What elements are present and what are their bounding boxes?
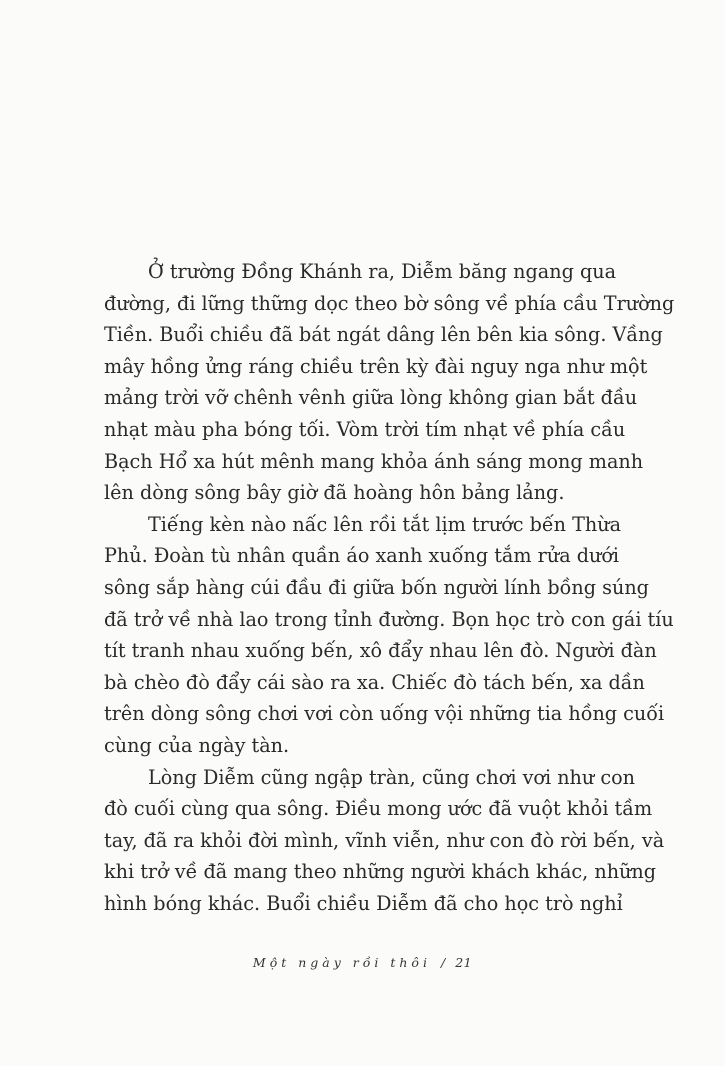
text-line: trên dòng sông chơi vơi còn uống vội những tia hồng cuối	[104, 702, 665, 726]
text-line: tay, đã ra khỏi đời mình, vĩnh viễn, như con đò rời bến, và	[104, 828, 665, 852]
text-line: tít tranh nhau xuống bến, xô đẩy nhau lên đò. Người đàn	[104, 639, 657, 663]
text-line: mảng trời vỡ chênh vênh giữa lòng không gian bắt đầu	[104, 386, 638, 410]
text-line: Tiền. Buổi chiều đã bát ngát dâng lên bên kia sông. Vầng	[104, 323, 663, 347]
text-line: bà chèo đò đẩy cái sào ra xa. Chiếc đò tách bến, xa dần	[104, 670, 645, 694]
paragraph-1	[104, 256, 675, 509]
text-line: mây hồng ửng ráng chiều trên kỳ đài nguy nga như một	[104, 354, 648, 378]
text-line: nhạt màu pha bóng tối. Vòm trời tím nhạt về phía cầu	[104, 417, 626, 441]
paragraph-3	[104, 762, 665, 920]
text-line: đò cuối cùng qua sông. Điều mong ước đã vuột khỏi tầm	[104, 797, 653, 821]
text-line: sông sắp hàng cúi đầu đi giữa bốn người lính bồng súng	[104, 575, 649, 599]
footer-separator: /	[440, 955, 446, 970]
book-title: Một ngày rồi thôi	[252, 955, 431, 970]
text-line: Ở trường Đồng Khánh ra, Diễm băng ngang qua	[148, 260, 617, 283]
text-line: đã trở về nhà lao trong tỉnh đường. Bọn học trò con gái tíu	[104, 607, 674, 631]
text-line: cùng của ngày tàn.	[104, 733, 290, 757]
running-footer	[0, 955, 725, 970]
text-line: đường, đi lững thững dọc theo bờ sông về phía cầu Trường	[104, 291, 675, 315]
text-line: khi trở về đã mang theo những người khách khác, những	[104, 860, 657, 884]
body-text	[104, 256, 675, 919]
paragraph-2	[104, 509, 674, 762]
text-line: Tiếng kèn nào nấc lên rồi tắt lịm trước bến Thừa	[148, 512, 622, 536]
text-line: hình bóng khác. Buổi chiều Diễm đã cho học trò nghỉ	[104, 891, 623, 915]
text-line: Phủ. Đoàn tù nhân quần áo xanh xuống tắm rửa dưới	[104, 544, 620, 568]
page-number: 21	[455, 955, 473, 970]
text-line: Lòng Diễm cũng ngập tràn, cũng chơi vơi như con	[148, 765, 636, 789]
text-line: lên dòng sông bây giờ đã hoàng hôn bảng lảng.	[104, 481, 565, 505]
text-line: Bạch Hổ xa hút mênh mang khỏa ánh sáng mong manh	[104, 449, 644, 473]
